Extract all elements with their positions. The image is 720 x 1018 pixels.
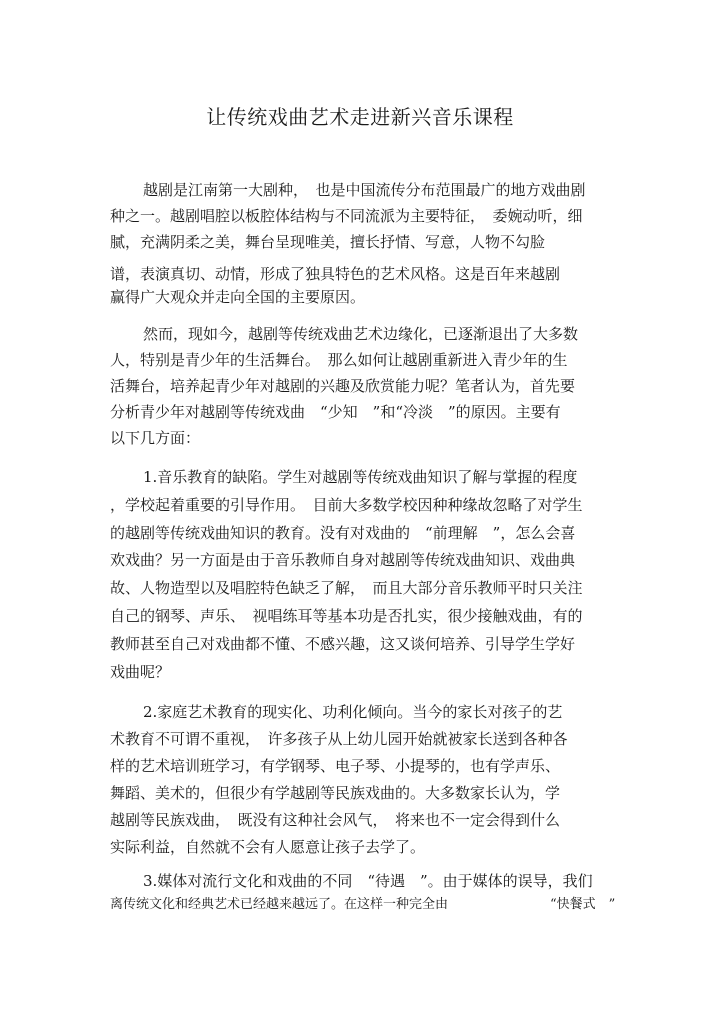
paragraph-line: 1.音乐教育的缺陷。学生对越剧等传统戏曲知识了解与掌握的程度 (143, 468, 578, 486)
paragraph-line: 然而，现如今，越剧等传统戏曲艺术边缘化，已逐渐退出了大多数 (143, 325, 579, 343)
paragraph-line: 3.媒体对流行文化和戏曲的不同 “待遇 ”。由于媒体的误导，我们 (143, 872, 593, 890)
paragraph-line: 腻，充满阴柔之美，舞台呈现唯美，擅长抒情、写意，人物不勾脸 (110, 233, 546, 251)
paragraph-line: 越剧等民族戏曲， 既没有这种社会风气， 将来也不一定会得到什么 (110, 811, 561, 829)
paragraph-line: 戏曲呢？ (110, 663, 171, 681)
paragraph-line: 自己的钢琴、声乐、 视唱练耳等基本功是否扎实，很少接触戏曲，有的 (110, 607, 583, 625)
paragraph-line: 教师甚至自己对戏曲都不懂、不感兴趣，这又谈何培养、引导学生学好 (110, 635, 576, 653)
paragraph-line: ，学校起着重要的引导作用。 目前大多数学校因种种缘故忽略了对学生 (110, 496, 583, 514)
paragraph-line: 越剧是江南第一大剧种， 也是中国流传分布范围最广的地方戏曲剧 (143, 181, 586, 199)
paragraph-line: 离传统文化和经典艺术已经越来越远了。在这样一种完全由 (110, 897, 449, 912)
paragraph-line: 谱，表演真切、动情，形成了独具特色的艺术风格。这是百年来越剧 (110, 265, 561, 283)
paragraph-line: 的越剧等传统戏曲知识的教育。没有对戏曲的 “前理解 ”，怎么会喜 (110, 524, 576, 542)
paragraph-line: 赢得广大观众并走向全国的主要原因。 (110, 288, 366, 306)
paragraph-line: 故、人物造型以及唱腔特色缺乏了解， 而且大部分音乐教师平时只关注 (110, 579, 583, 597)
paragraph-line: 2.家庭艺术教育的现实化、功利化倾向。当今的家长对孩子的艺 (143, 703, 563, 721)
paragraph-line: 欢戏曲？另一方面是由于音乐教师自身对越剧等传统戏曲知识、戏曲典 (110, 551, 576, 569)
paragraph-line: 术教育不可谓不重视， 许多孩子从上幼儿园开始就被家长送到各种各 (110, 730, 568, 748)
paragraph-line: 以下几方面： (110, 429, 201, 447)
paragraph-line: 样的艺术培训班学习，有学钢琴、电子琴、小提琴的，也有学声乐、 (110, 757, 561, 775)
paragraph-line-tail: “快餐式 ” (550, 897, 616, 912)
paragraph-line: 分析青少年对越剧等传统戏曲 “少知 ”和“冷淡 ”的原因。主要有 (110, 403, 561, 421)
paragraph-line: 实际利益，自然就不会有人愿意让孩子去学了。 (110, 838, 426, 856)
paragraph-line: 人，特别是青少年的生活舞台。 那么如何让越剧重新进入青少年的生 (110, 351, 568, 369)
paragraph-line: 舞蹈、美术的，但很少有学越剧等民族戏曲的。大多数家长认为，学 (110, 784, 561, 802)
document-title: 让传统戏曲艺术走进新兴音乐课程 (206, 105, 514, 129)
paragraph-line: 活舞台，培养起青少年对越剧的兴趣及欣赏能力呢？笔者认为，首先要 (110, 377, 576, 395)
paragraph-line: 种之一。越剧唱腔以板腔体结构与不同流派为主要特征， 委婉动听，细 (110, 207, 583, 225)
